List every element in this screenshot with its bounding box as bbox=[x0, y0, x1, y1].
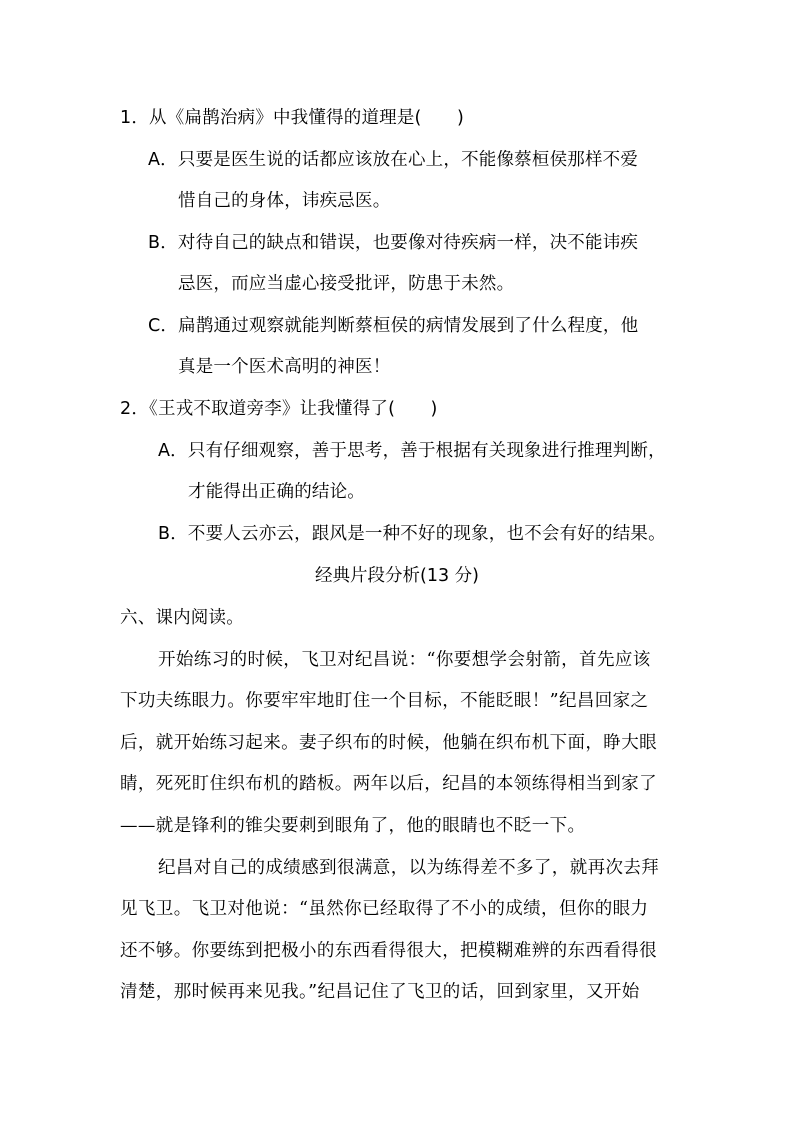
option-text: 扁鹊通过观察就能判断蔡桓侯的病情发展到了什么程度，他 bbox=[178, 316, 639, 336]
question-1-option-c-continued: 真是一个医术高明的神医！ bbox=[178, 357, 391, 377]
option-letter: A． bbox=[158, 441, 188, 461]
question-1-option-a bbox=[148, 148, 638, 172]
question-1-number: 1． bbox=[120, 108, 150, 128]
passage-line: 后，就开始练习起来。妻子织布的时候，他躺在织布机下面，睁大眼 bbox=[120, 733, 657, 753]
passage-line: 纪昌对自己的成绩感到很满意，以为练得差不多了，就再次去拜 bbox=[158, 858, 660, 878]
option-letter: B． bbox=[148, 233, 178, 253]
question-1-option-c bbox=[148, 314, 638, 338]
passage-line: ——就是锋利的锥尖要刺到眼角了，他的眼睛也不眨一下。 bbox=[120, 816, 586, 836]
passage-line: 见飞卫。飞卫对他说：“虽然你已经取得了不小的成绩，但你的眼力 bbox=[120, 899, 649, 919]
question-2-text: 《王戎不取道旁李》让我懂得了( ) bbox=[149, 399, 438, 419]
question-2-option-a-continued: 才能得出正确的结论。 bbox=[188, 482, 365, 502]
passage-line: 清楚，那时候再来见我。”纪昌记住了飞卫的话，回到家里，又开始 bbox=[120, 982, 640, 1002]
question-1 bbox=[120, 106, 464, 130]
option-letter: A． bbox=[148, 150, 178, 170]
question-2 bbox=[120, 397, 438, 421]
question-1-option-a-continued: 惜自己的身体，讳疾忌医。 bbox=[178, 191, 391, 211]
question-1-option-b bbox=[148, 231, 638, 255]
section-heading: 经典片段分析(13 分) bbox=[315, 566, 479, 586]
question-2-option-b bbox=[158, 522, 666, 546]
passage-line: 还不够。你要练到把极小的东西看得很大，把模糊难辨的东西看得很 bbox=[120, 941, 657, 961]
question-1-option-b-continued: 忌医，而应当虚心接受批评，防患于未然。 bbox=[178, 274, 515, 294]
option-text: 只有仔细观察，善于思考，善于根据有关现象进行推理判断， bbox=[187, 441, 666, 461]
option-letter: C． bbox=[148, 316, 179, 336]
question-1-text: 从《扁鹊治病》中我懂得的道理是( ) bbox=[149, 108, 465, 128]
passage-line: 开始练习的时候，飞卫对纪昌说：“你要想学会射箭，首先应该 bbox=[158, 650, 651, 670]
section-title: 六、课内阅读。 bbox=[120, 608, 244, 628]
option-letter: B． bbox=[158, 524, 188, 544]
question-2-number: 2． bbox=[120, 399, 150, 419]
question-2-option-a bbox=[158, 439, 666, 463]
option-text: 只要是医生说的话都应该放在心上，不能像蔡桓侯那样不爱 bbox=[177, 150, 639, 170]
passage-line: 下功夫练眼力。你要牢牢地盯住一个目标，不能眨眼！”纪昌回家之 bbox=[120, 691, 649, 711]
passage-line: 睛，死死盯住织布机的踏板。两年以后，纪昌的本领练得相当到家了 bbox=[120, 774, 657, 794]
option-text: 对待自己的缺点和错误，也要像对待疾病一样，决不能讳疾 bbox=[177, 233, 639, 253]
option-text: 不要人云亦云，跟风是一种不好的现象，也不会有好的结果。 bbox=[187, 524, 666, 544]
